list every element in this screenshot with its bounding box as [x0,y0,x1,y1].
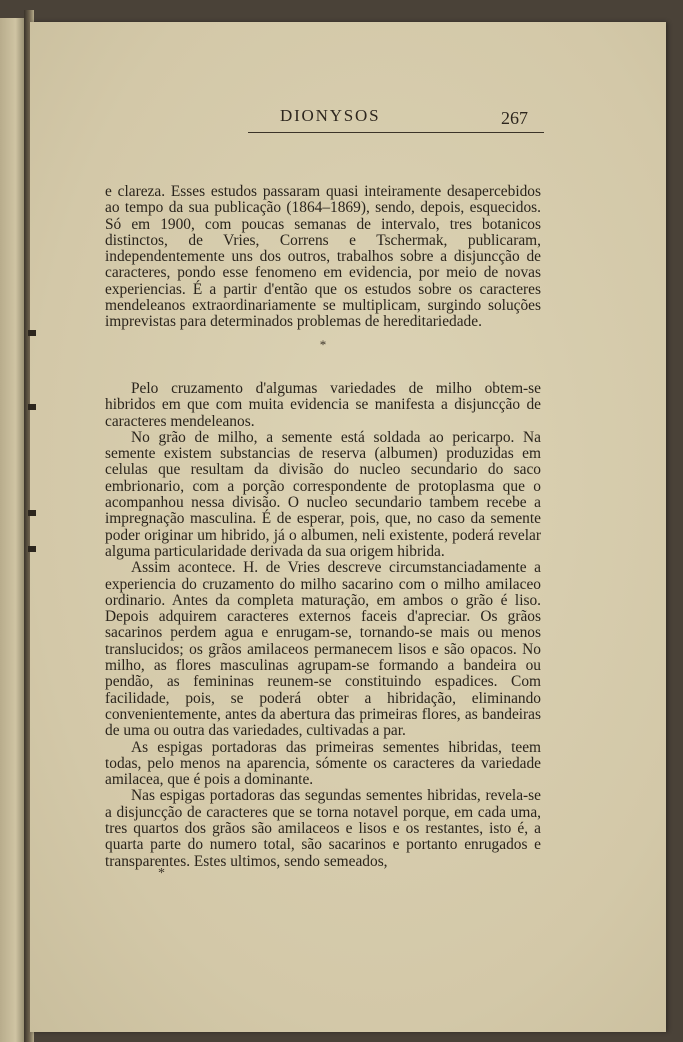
body-text [105,184,541,870]
paragraph: Pelo cruzamento d'algumas variedades de milho obtem-se hibridos em que com muita evidencia se manifesta a disjuncção de caracteres mendeleanos. [105,379,541,430]
margin-mark [28,404,36,410]
running-title: DIONYSOS [280,106,381,125]
page-header [248,104,544,133]
margin-mark [28,546,36,552]
signature-mark: * [158,866,165,881]
margin-mark [28,510,36,516]
margin-mark [28,330,36,336]
section-separator: * [319,336,327,352]
paragraph: Nas espigas portadoras das segundas sementes hibridas, revela-se a disjuncção de caracteres que se torna notavel porque, em cada uma, tres quartos dos grãos são amilaceos e lisos e os restantes, isto é, a quarta parte do numero total, são sacarinos e portanto enrugados e transparentes. Estes ultimos, sendo semeados, [105,787,541,870]
page-number: 267 [501,108,528,128]
paragraph: As espigas portadoras das primeiras sementes hibridas, teem todas, pelo menos na aparencia, sómente os caracteres da variedade amilacea, que é pois a dominante. [105,738,541,789]
paragraph: Assim acontece. H. de Vries descreve circumstanciadamente a experiencia do cruzamento do milho sacarino com o milho amilaceo ordinario. Antes da completa maturação, em ambos o grão é liso. Depois adquirem caracteres externos faceis d'apreciar. Os grãos sacarinos perdem agua e enrugam-se, tornando-se mais ou menos translucidos; os grãos amilaceos permanecem lisos e são opacos. No milho, as flores masculinas agrupam-se formando a bandeira ou pendão, as femininas reunem-se constituindo espadices. Com facilidade, pois, se poderá obter a hibridação, eliminando convenientemente, antes da abertura das primeiras flores, as bandeiras de uma ou outra das variedades, cultivadas a par. [105,559,541,740]
paragraph: No grão de milho, a semente está soldada ao pericarpo. Na semente existem substancias de reserva (albumen) produzidas em celulas que resultam da divisão do nucleo secundario do saco embrionario, com a porção correspondente de protoplasma que o acompanhou nessa divisão. O nucleo secundario tambem recebe a impregnação masculina. É de esperar, pois, que, no caso da semente poder originar um hibrido, já o albumen, neli existente, poderá revelar alguma particularidade derivada da sua origem hibrida. [105,428,541,560]
left-page-edge [0,18,26,1042]
paragraph: e clareza. Esses estudos passaram quasi inteiramente desapercebidos ao tempo da sua publicação (1864–1869), sendo, depois, esquecidos. Só em 1900, com poucas semanas de intervalo, tres botanicos distinctos, de Vries, Correns e Tschermak, publicaram, independentemente uns dos outros, trabalhos sobre a disjuncção de caracteres, pondo esse fenomeno em evidencia, por meio de novas experiencias. É a partir d'então que os estudos sobre os caracteres mendeleanos extraordinariamente se multiplicam, surgindo soluções imprevistas para determinados problemas de hereditariedade. [105,183,541,331]
